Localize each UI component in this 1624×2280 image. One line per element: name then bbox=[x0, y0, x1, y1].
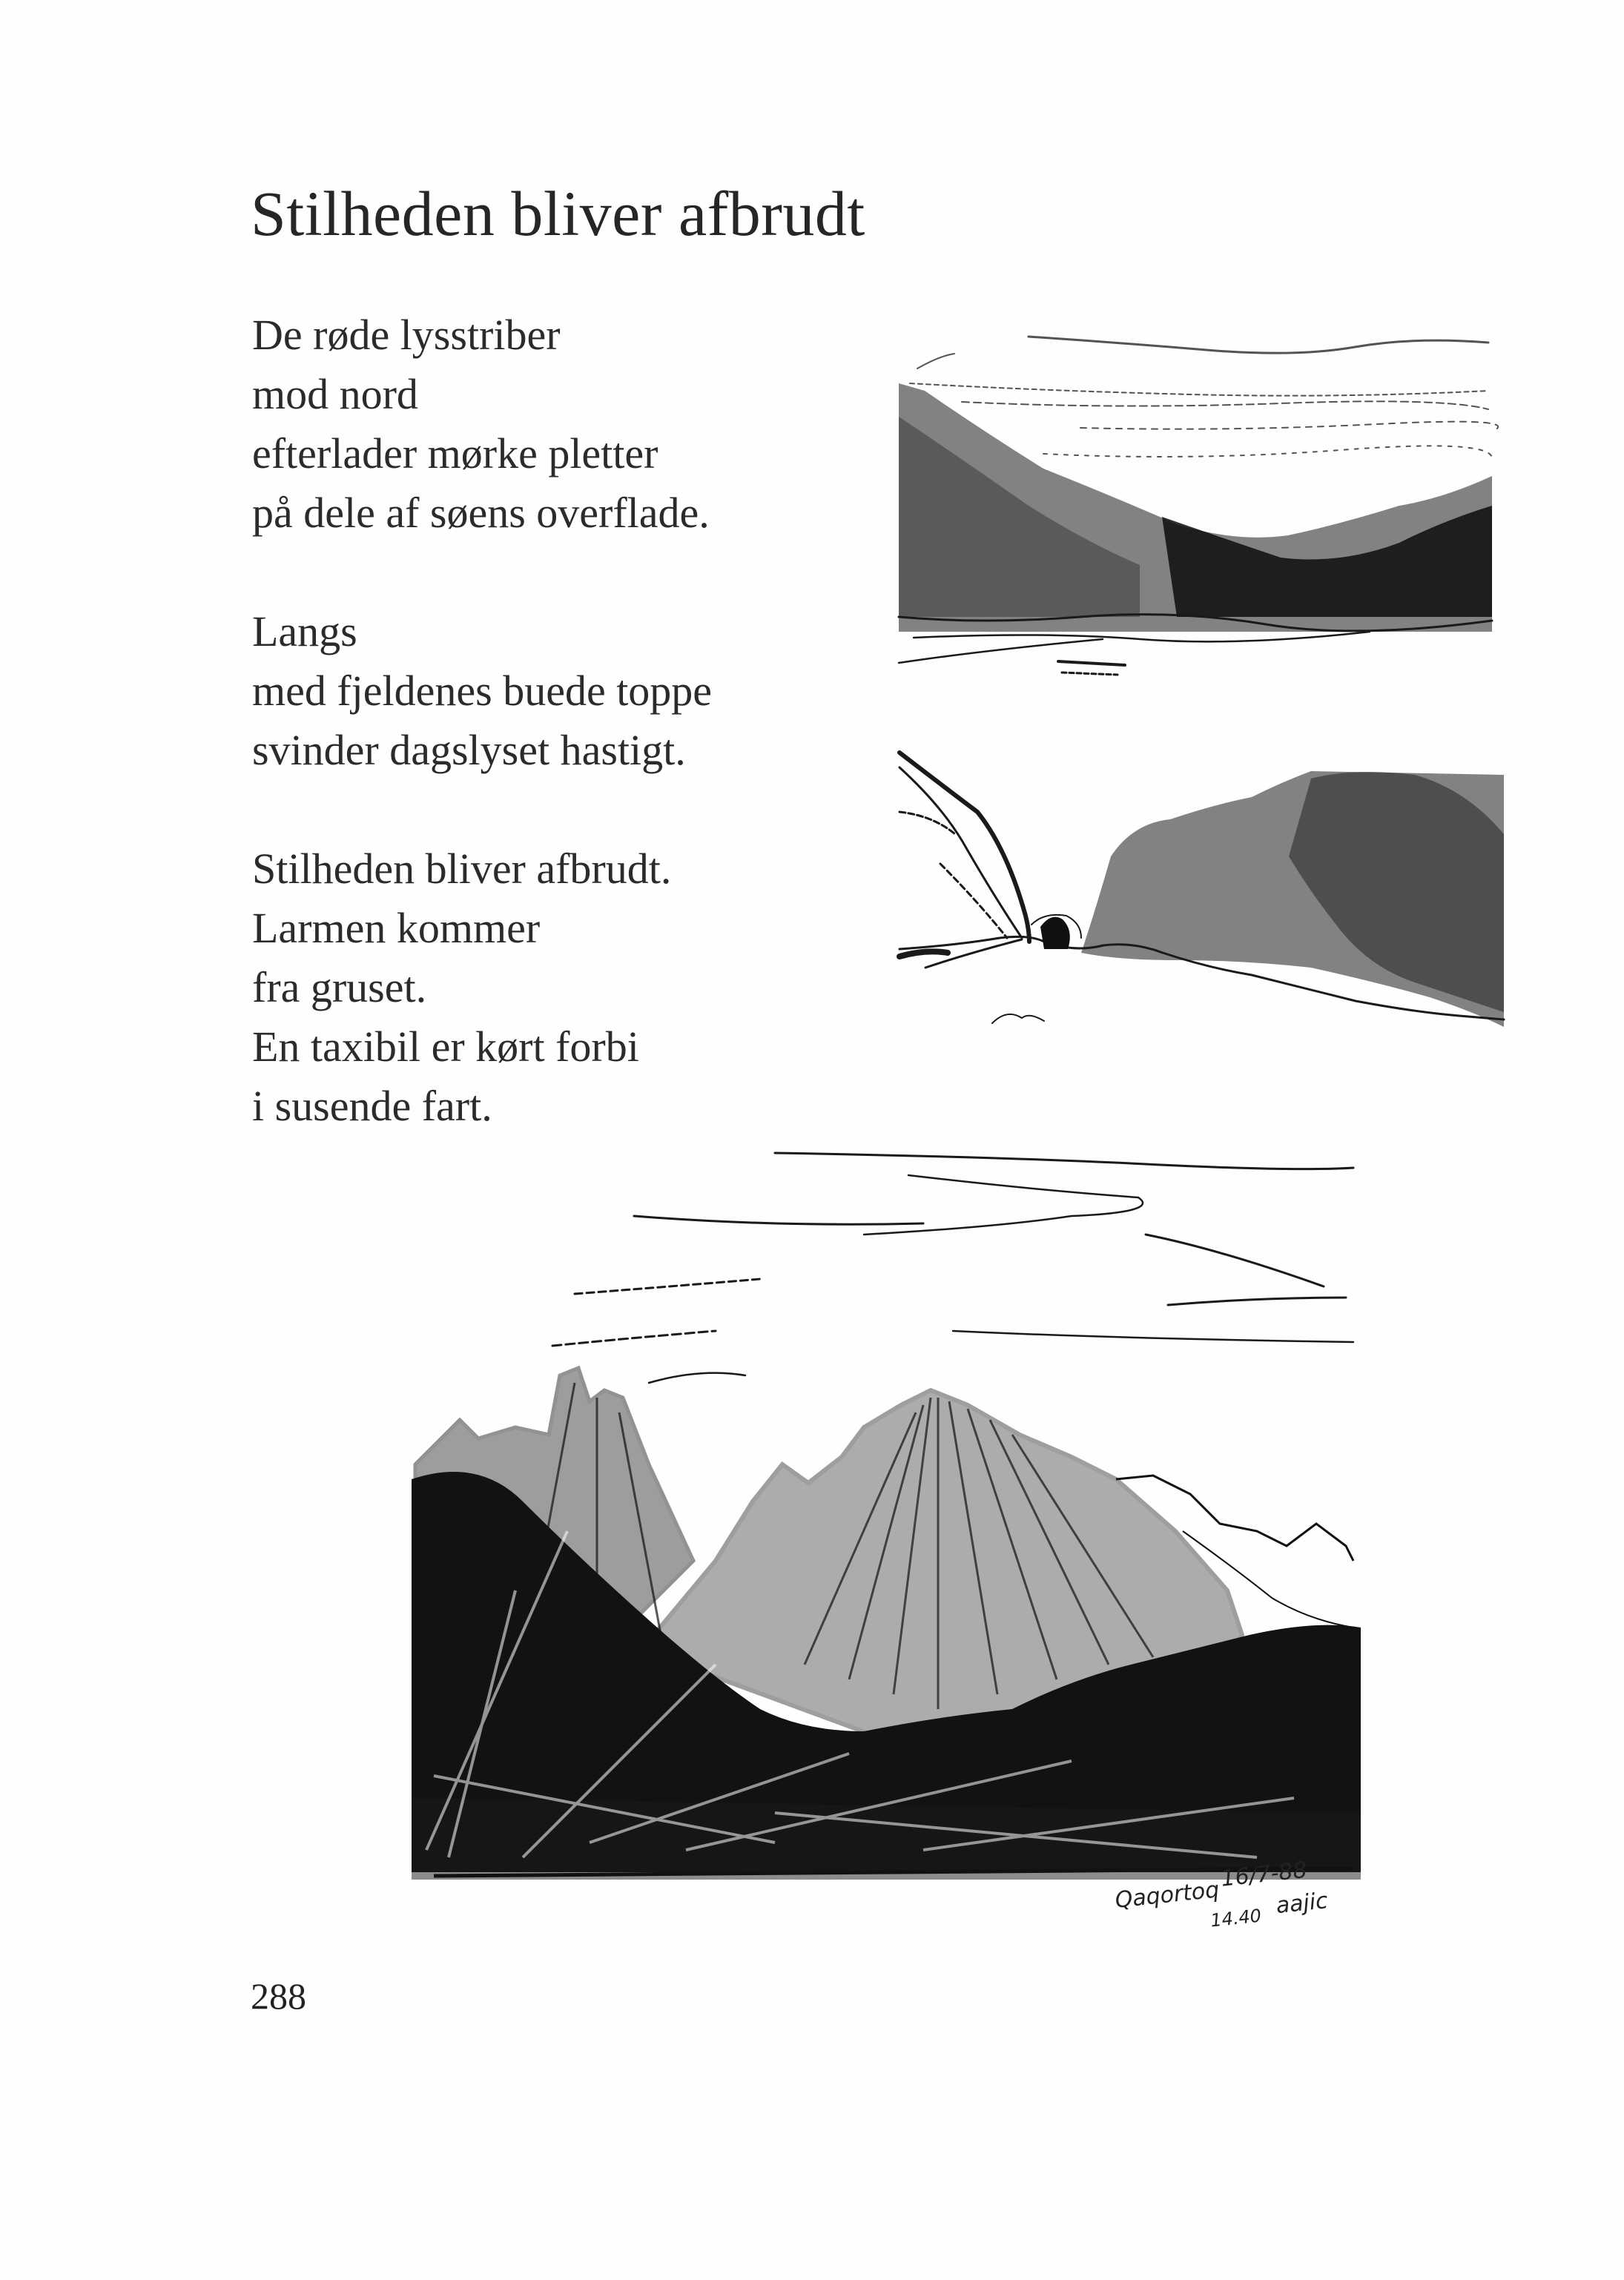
valley-sketch-middle bbox=[896, 745, 1508, 1038]
poem-line: med fjeldenes buede toppe bbox=[252, 667, 713, 715]
poem-line: En taxibil er kørt forbi bbox=[252, 1022, 639, 1071]
poem-line: De røde lysstriber bbox=[252, 311, 561, 359]
poem-line: Langs bbox=[252, 607, 357, 655]
fjord-sketch-drawing bbox=[895, 320, 1507, 680]
valley-sketch-drawing bbox=[896, 745, 1508, 1038]
inscription-date: 16/7-88 bbox=[1219, 1857, 1309, 1892]
stanza-3 bbox=[252, 839, 712, 1136]
mountains-sketch-drawing bbox=[404, 1146, 1383, 1887]
page-number: 288 bbox=[251, 1975, 306, 2017]
poem bbox=[252, 305, 712, 1195]
mountains-sketch-bottom bbox=[404, 1146, 1383, 1887]
inscription-time: 14.40 bbox=[1209, 1905, 1263, 1932]
poem-line: svinder dagslyset hastigt. bbox=[252, 726, 686, 774]
fjord-sketch-top bbox=[895, 320, 1507, 680]
stanza-2 bbox=[252, 602, 712, 780]
poem-line: fra gruset. bbox=[252, 963, 427, 1011]
poem-line: efterlader mørke pletter bbox=[252, 429, 658, 478]
poem-line: på dele af søens overflade. bbox=[252, 489, 710, 537]
poem-line: mod nord bbox=[252, 370, 418, 418]
poem-line: Stilheden bliver afbrudt. bbox=[252, 845, 672, 893]
inscription-place: Qaqortoq bbox=[1114, 1877, 1221, 1914]
poem-line: i susende fart. bbox=[252, 1082, 492, 1130]
page-title: Stilheden bliver afbrudt bbox=[251, 178, 865, 249]
stanza-1 bbox=[252, 305, 712, 543]
inscription-signature: aajic bbox=[1275, 1888, 1330, 1920]
poem-line: Larmen kommer bbox=[252, 904, 541, 952]
